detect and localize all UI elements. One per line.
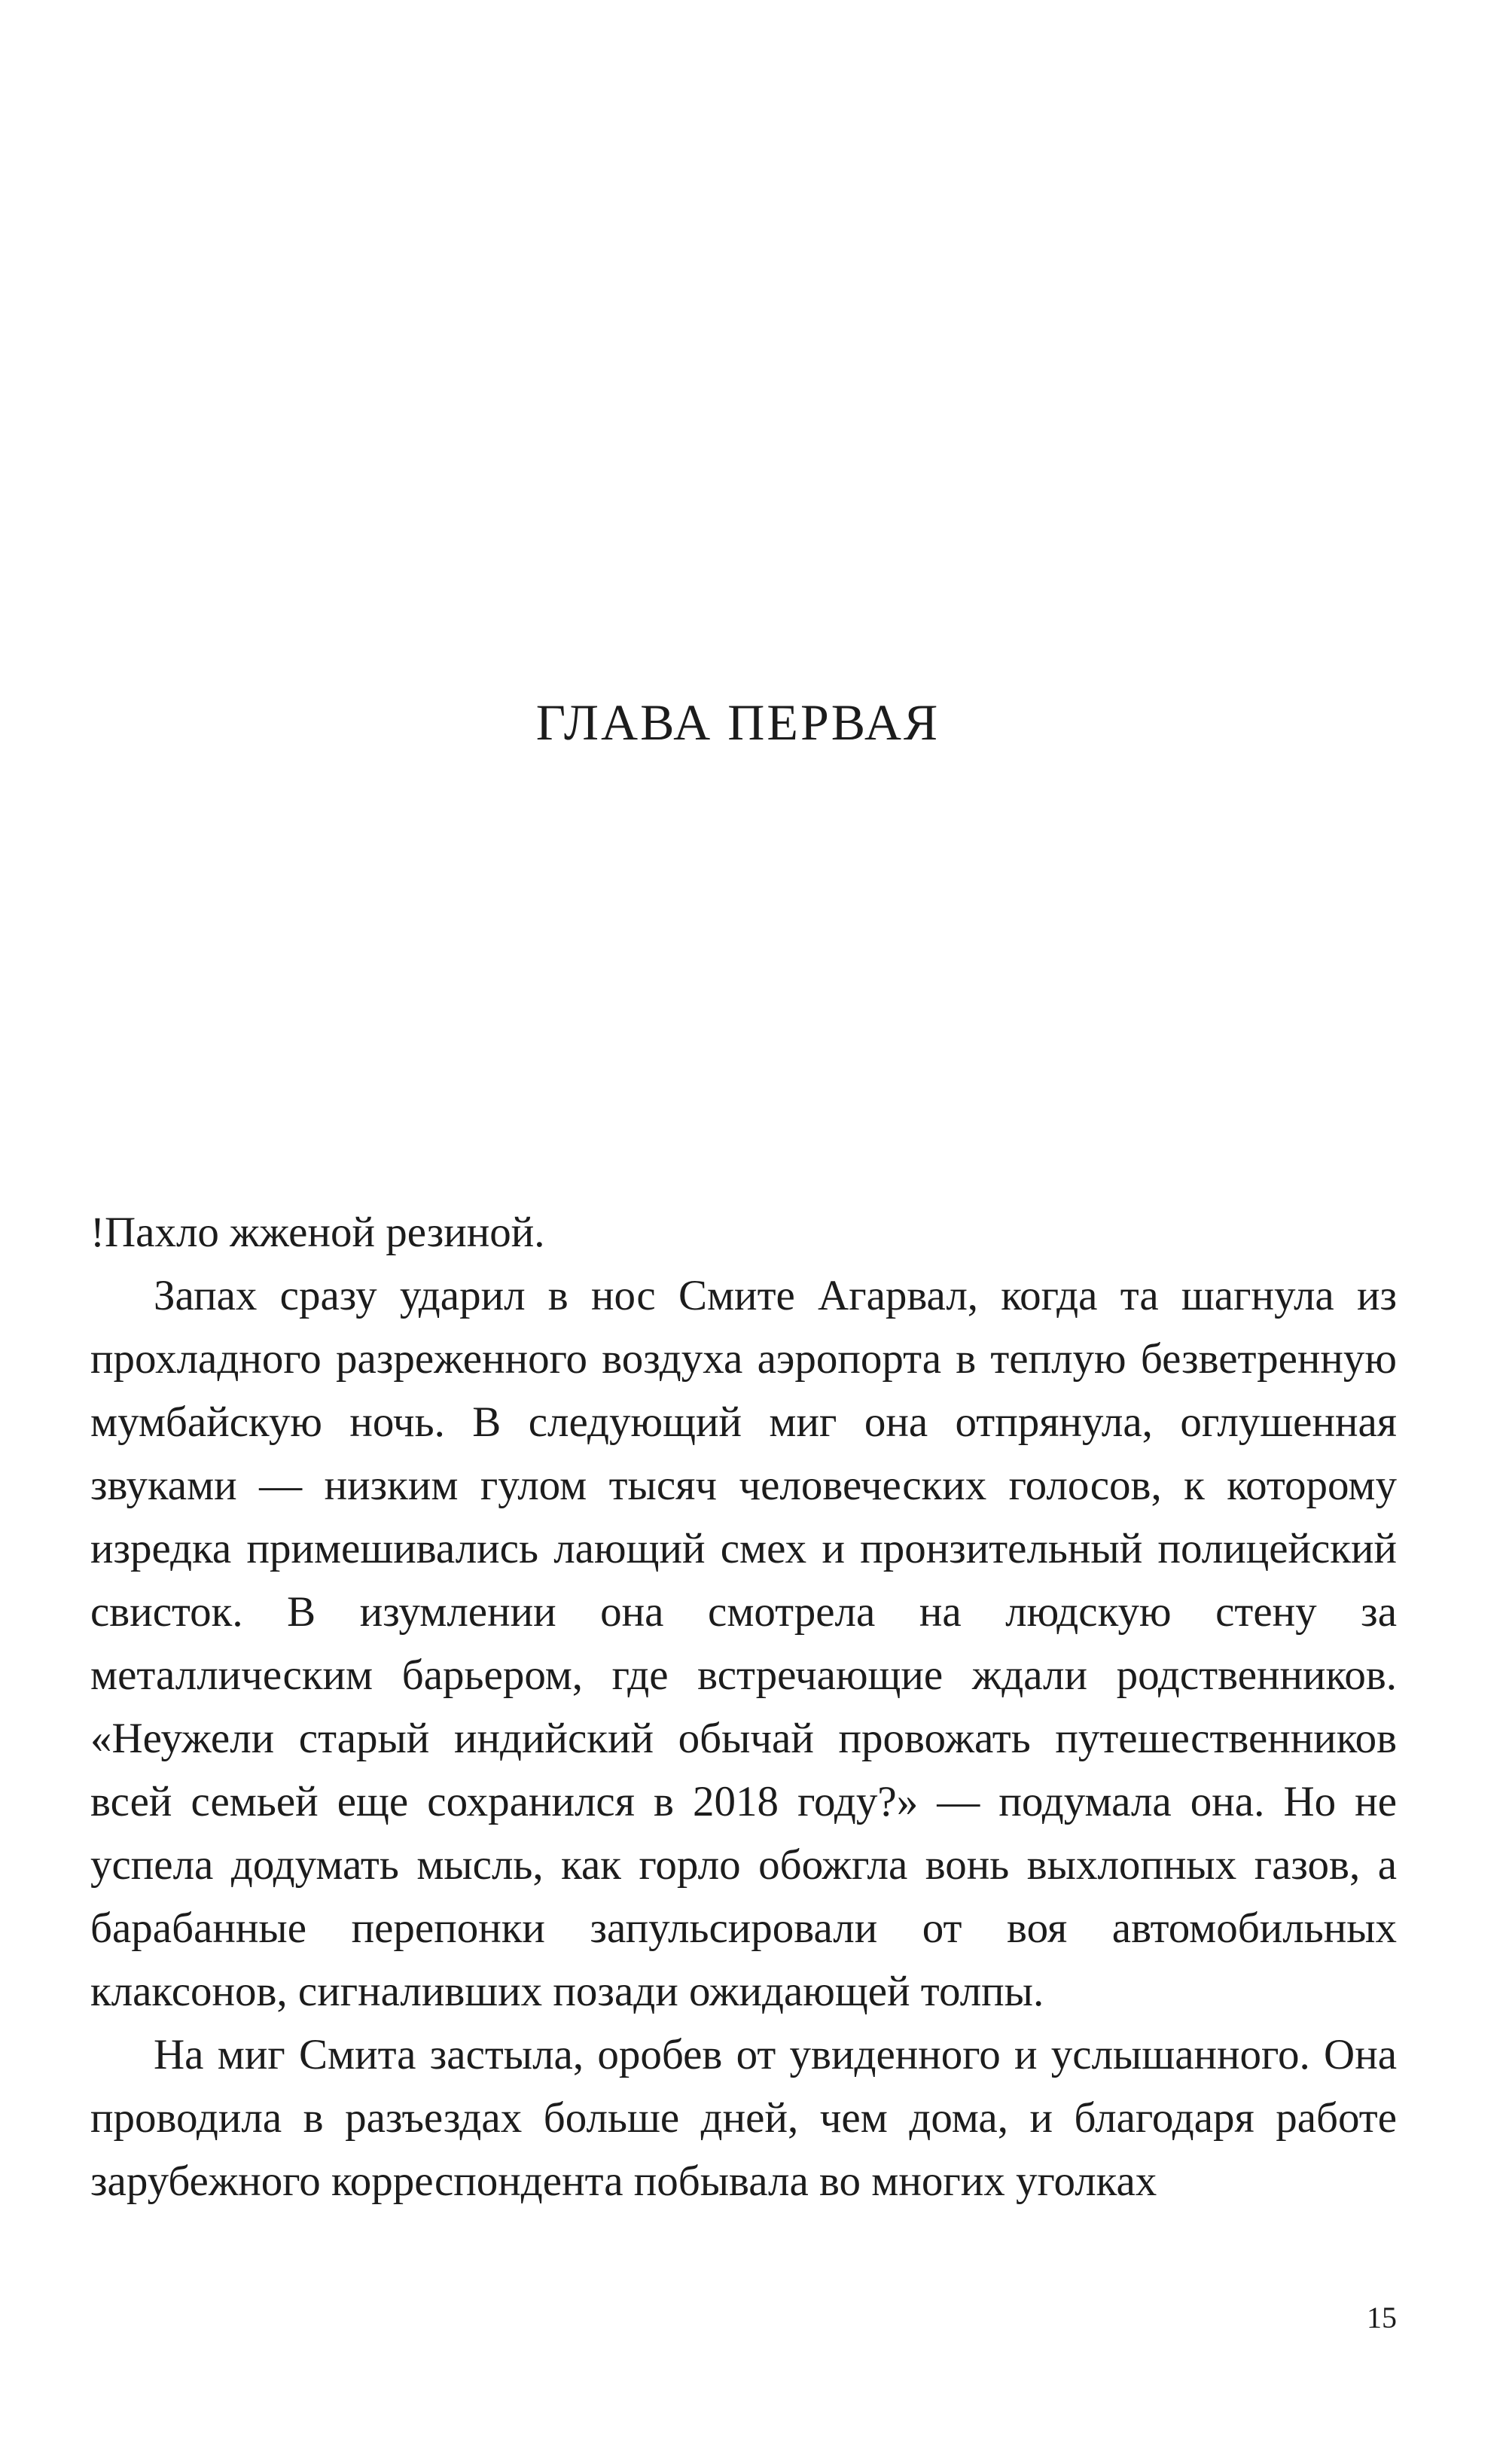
chapter-title: ГЛАВА ПЕРВАЯ — [535, 694, 940, 751]
page-number: 15 — [1367, 2301, 1397, 2334]
body-text — [90, 1201, 1397, 2213]
paragraph-opening: !Пахло жженой резиной. — [90, 1209, 545, 1256]
paragraph-smita: На миг Смита застыла, оробев от увиденного и услышанного. Она проводила в разъездах больше дней, чем дома, и благодаря работе зарубежного корреспондента побывала во многих уголках — [90, 2031, 1397, 2205]
paragraph-arrival: Запах сразу ударил в нос Смите Агарвал, когда та шагнула из прохладного разреженного воздуха аэропорта в теплую безветренную мумбайскую ночь. В следующий миг она отпрянула, оглушенная звуками — низким гулом тысяч человеческих голосов, к которому изредка примешивались лающий смех и пронзительный полицейский свисток. В изумлении она смотрела на людскую стену за металлическим барьером, где встречающие ждали родственников. «Неужели старый индийский обычай провожать путешественников всей семьей еще сохранился в 2018 году?» — подумала она. Но не успела додумать мысль, как горло обожгла вонь выхлопных газов, а барабанные перепонки запульсировали от воя автомобильных клаксонов, сигналивших позади ожидающей толпы. — [90, 1272, 1397, 2015]
